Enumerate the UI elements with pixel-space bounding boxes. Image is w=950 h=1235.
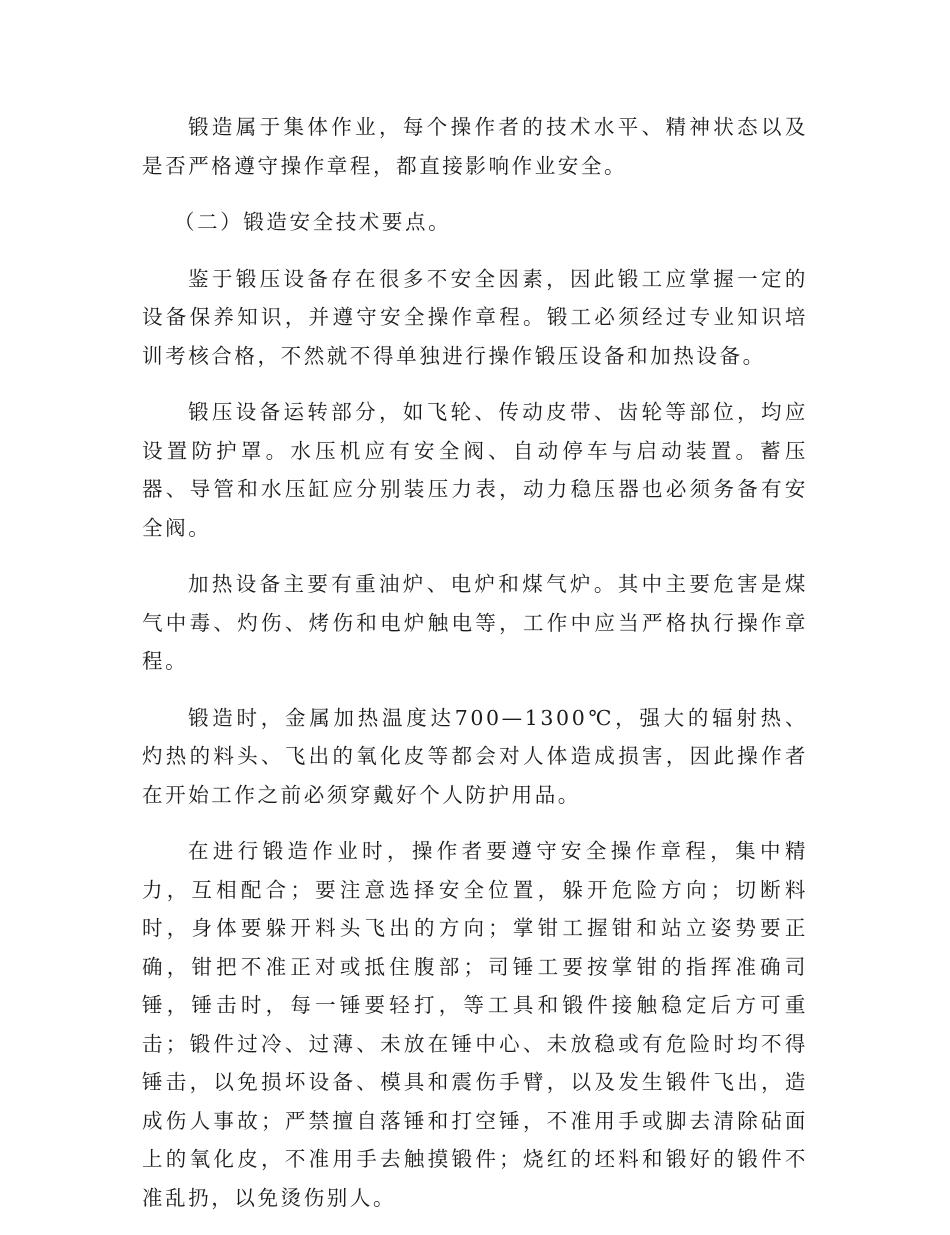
paragraph-protective-devices: 锻压设备运转部分，如飞轮、传动皮带、齿轮等部位，均应设置防护罩。水压机应有安全阀、自动停车与启动装置。蓄压器、导管和水压缸应分别装压力表，动力稳压器也必须务备有安全阀。 bbox=[142, 400, 808, 540]
paragraph-intro: 锻造属于集体作业，每个操作者的技术水平、精神状态以及是否严格遵守操作章程，都直接影响作业安全。 bbox=[142, 115, 808, 178]
section-heading: （二）锻造安全技术要点。 bbox=[174, 210, 452, 234]
paragraph-equipment-knowledge: 鉴于锻压设备存在很多不安全因素，因此锻工应掌握一定的设备保养知识，并遵守安全操作章程。锻工必须经过专业知识培训考核合格，不然就不得单独进行操作锻压设备和加热设备。 bbox=[142, 266, 808, 368]
paragraph-operation-rules: 在进行锻造作业时，操作者要遵守安全操作章程，集中精力，互相配合；要注意选择安全位置，躲开危险方向；切断料时，身体要躲开料头飞出的方向；掌钳工握钳和站立姿势要正确，钳把不准正对或抵住腹部；司锤工要按掌钳的指挥准确司锤，锤击时，每一锤要轻打，等工具和锻件接触稳定后方可重击；锻件过冷、过薄、未放在锤中心、未放稳或有危险时均不得锤击，以免损坏设备、模具和震伤手臂，以及发生锻件飞出，造成伤人事故；严禁擅自落锤和打空锤，不准用手或脚去清除砧面上的氧化皮，不准用手去触摸锻件；烧红的坯料和锻好的锻件不准乱扔，以免烫伤别人。 bbox=[142, 839, 808, 1210]
paragraph-heating-equipment: 加热设备主要有重油炉、电炉和煤气炉。其中主要危害是煤气中毒、灼伤、烤伤和电炉触电等，工作中应当严格执行操作章程。 bbox=[142, 572, 808, 673]
paragraph-protective-gear: 锻造时，金属加热温度达700—1300℃，强大的辐射热、灼热的料头、飞出的氧化皮等都会对人体造成损害，因此操作者在开始工作之前必须穿戴好个人防护用品。 bbox=[142, 705, 808, 807]
document-body bbox=[142, 108, 808, 1235]
